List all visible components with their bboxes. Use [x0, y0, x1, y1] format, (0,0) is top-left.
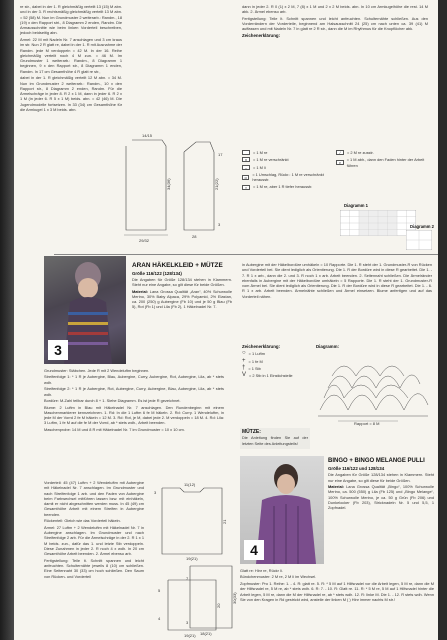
- paragraph: Rückenteil: Gleich wie das Vorderteil häkeln.: [44, 518, 121, 524]
- dim-label: 3: [186, 620, 189, 625]
- legend-text: = 2 M re zusstr.: [347, 150, 374, 155]
- section-divider: [54, 254, 438, 255]
- rapport-label: Rapport = 8 M: [354, 421, 380, 426]
- legend-heading: Zeichenerklärung:: [242, 344, 281, 349]
- paragraph: Fertigstellung: Teile lt. Schnitt spannen und leicht anfeuchten. Schulternähte jeweils 8 (10) cm schließen. Eine Seitennaht 30 (33) cm hoch schließen. Den Saum von Rücken- und Vorderteil: [44, 557, 144, 579]
- knit-legend: [242, 150, 332, 192]
- bingo-size: Größe 116/122 und 128/134: [328, 466, 385, 471]
- chain-stitch-icon: ○: [242, 350, 246, 357]
- dim-label: 19(21): [184, 633, 196, 638]
- paragraph: Streifenfolge 1: * 1 R je Aubergine, Blau, Aubergine, Curry, Aubergine, Rot, Aubergine, Lila, ab * stets wdh.: [44, 374, 224, 385]
- item-number-badge: 4: [244, 540, 264, 560]
- dim-label: 17: [218, 152, 223, 157]
- legend-text: = 2 Stb in 1 Einstichstelle: [249, 373, 293, 379]
- item-number-badge: 3: [48, 340, 68, 360]
- paragraph: Streifenfolge 2: * 1 R je Aubergine, Rot, Aubergine, Curry, Aubergine, Blau, Aubergine, Lila, ab * stets wdh.: [44, 386, 224, 397]
- magazine-page: [14, 0, 438, 640]
- diagram-label: Diagramm:: [316, 344, 339, 349]
- legend-text: = 1 M re: [253, 150, 268, 155]
- material-label: Material:: [328, 484, 344, 490]
- aran-right-text: [242, 262, 432, 300]
- paragraph: Fertigstellung: Teile lt. Schnitt spannen und leicht anfeuchten. Schulternähte schließen. Aus den Vorderrändern der Vorderteile, beginnend am Halsausschnitt 24 (25) cm nach unten ca. 39 (41) M auffassen und mit Nadeln Nr. 7 in glatt re 2 R str., dann die M im Rhythmus für die Knopflöcher abk.: [242, 15, 428, 32]
- aran-size: Größe 116/122 (128/134): [132, 270, 182, 276]
- dim-label: 34(36): [166, 178, 171, 190]
- legend-text: = 1 Luftm: [248, 351, 265, 357]
- paragraph: dann in jeder 2. R 0 (1) x 2 M, 7 (8) x 1 M und 2 x 2 M beids. abn. In 10 cm Armkugelhöhe die rest. 14 M abk. 2. Ärmel ebenso arb.: [242, 4, 428, 15]
- legend-text: = 1 M re verschränkt: [253, 157, 289, 163]
- muetze-text: Die Anleitung finden Sie auf der letzten Seite des Anleitungsteils!: [242, 435, 308, 446]
- aran-intro: [132, 262, 232, 311]
- pullover-schematic: [184, 560, 238, 638]
- paragraph: in Aubergine mit der Häkelbordüre umhäkeln = 10 Rapporte. Die 1. R steht der 1. Grundmuster-R von Rücken und Vorderteil bei. Sie dient lediglich als Orientierung. Die 1. R der Bordüre wird in diese R gearbeitet. Die 1. - 7. R 1 x arb., dann die 2. und 3. R noch 1 x arb. Arbeit beenden. 2. Seitennaht schließen. Die Ärmelränder ebenfalls in Aubergine mit der Häkelbordüre umhäkeln = 5 Rapporte. Die 1. R steht der 1. Grundmuster-R vom Ärmel bei. Sie dient lediglich als Orientierung. Die 1. R der Bordüre wird in diese R gearbeitet. Die 1. - 6. R 1 x arb. Arbeit beenden. Ärmelnähte schließen und Ärmel einsetzen. Blume anfertigen und auf das Vorderteil nähen.: [242, 262, 432, 299]
- single-crochet-icon: +: [242, 357, 246, 364]
- paragraph: Maschenprobe: 14 M und 8 R mit Häkelnadel Nr. 7 im Grundmuster = 10 x 10 cm.: [44, 426, 185, 432]
- bingo-instructions: [240, 568, 434, 603]
- aran-intro-text: Die Angaben für Größe 128/134 stehen in Klammern. Steht nur eine Angabe, so gilt diese für beide Größen.: [132, 276, 232, 288]
- paragraph: Grundmuster: Stäbchen. Jede R mit 2 Wendeluftm beginnen.: [44, 368, 150, 373]
- paragraph: Vorderteil: 45 (47) Luftm + 2 Wendeluftm mit Aubergine mit Häkelnadel Nr. 7 anschlagen. Im Grundmuster und nach Streifenfolge 1 arb. und den Faden von Aubergine beim Farbwechsel mitführen lassen bzw. mit einhäkeln, damit er nicht abgeschnitten werden muss. In 45 (49) cm Gesamthöhe Arbeit mit einem Streifen in Aubergine beenden.: [44, 480, 144, 517]
- paragraph: Bordüre: M-Zahl teilbar durch 8 + 1. Siehe Diagramm. Es ist jede R gezeichnet.: [44, 398, 181, 404]
- material-text: Lana Grossa Qualität „Aran“, 40% Schurwolle Merino, 30% Baby Alpaca, 29% Polyamid, 2% Elastan, ca. 200 (250) g Aubergine (Fb 10) und je 50 g Blau (Fb 5), Rot (Fb 1) und Lila (Fb 2), 1 Häkelnadel Nr. 7.: [132, 288, 232, 310]
- dim-label: 4: [158, 616, 161, 621]
- dim-label: 28: [192, 234, 197, 239]
- dim-label: 7: [186, 576, 189, 581]
- material-label: Material:: [132, 288, 148, 294]
- muetze-title: MÜTZE:: [242, 429, 261, 435]
- bingo-pullover-photo: [240, 456, 324, 564]
- paragraph: dabei in der 1. R gleichmäßig verteilt 12 M abn. = 34 M. Nun im Grundmuster 2 weiterarb.: Randm., 10 x den Rapport str., 8 Diagramm 2 enden, Randm. Für die Ärmelschräge in jeder 8. R 2 x 1 M, dann in jeder 6. R 2 x 1 M (in jeder 6. R 5 x 1 M) beids. abn. = 42 (46) M. Die Jugendmodelle fortsetzen. In 33 (34) cm Gesamthöhe für die Armkugel 1 x 3 M beids. abn.: [20, 75, 122, 113]
- legend-text: = 1 Stb: [248, 365, 261, 371]
- double-crochet-icon: †: [242, 364, 246, 371]
- legend-text: = 1 M li: [253, 164, 266, 170]
- paragraph: Zopfmuster: Pro 1. Reihe: 1. - 4. R: glatt re. 5. R: * 5 M auf 1 Hilfsnadel vor die Arbeit legen, 5 M re, dann die M der Hilfsnadel re, 5 M re, ab * stets wdh. 6. R: 7. - 10. R: Glatt re. 11. R: * 5 M re, 5 M auf 1 Hilfsnadel hinter die Arbeit legen, 5 M re, dann die M der Hilfsnadel re, ab * stets wdh. 12. R: linke M. Die 1. - 12. R stets wdh. Wenn Sie von den Kragen in Rd gestrickt wird, anstelle der linken M ( ) Hinr immer nachts M str.!: [240, 580, 434, 602]
- knit-legend-2: [336, 150, 432, 170]
- dim-label: 29/32: [139, 238, 150, 243]
- yarn-over-icon: o: [242, 175, 249, 180]
- purl-symbol-icon: –: [242, 165, 250, 170]
- two-dc-icon: V: [242, 372, 247, 379]
- knit-below-icon: ∩: [242, 185, 250, 190]
- crochet-legend: [242, 344, 312, 380]
- diagram1-label: Diagramm 1: [344, 203, 368, 208]
- material-text: Lana Grossa Qualität „Bingo“, 100% Schurwolle Merino, ca. 500 (550) g Lila (Fb 125) und „Bingo Melange“, 100% Schurwolle Merino, je ca. 50 g Grün (Fb 206) und Dunkelocker (Fb 203), Stricknadeln Nr. 5 und 5,5, 1 Zopfnadel.: [328, 484, 434, 511]
- legend-text: = 1 Umschlag, Rückr.: 1 M re verschränkt herausstr.: [252, 171, 324, 183]
- paragraph: re str., dabei in der 1. R gleichmäßig verteilt 13 (15) M abn. und in der 3. R rechtsmäßig gleichmäßig verteilt 13 M abn. = 52 (58) M. Nun im Grundmuster 2 weiterarb.: Randm., 18 (19) x den Rapport stri., 8 Diagramm 2 enden, Randm. Die Armausschnitte wie beim linken Vorderteil beschreiben, jedoch beidseitig abn.: [20, 4, 122, 36]
- page-gutter: [0, 0, 14, 640]
- dim-label: 3: [218, 222, 221, 227]
- top-left-text: [20, 4, 122, 114]
- bingo-intro-text: Die Angaben für Größe 128/134 stehen in Klammern. Steht nur eine Angabe, so gilt diese für beide Größen.: [328, 472, 434, 483]
- legend-text: = 1 M abh., dann den Faden hinter der Arbeit führen: [346, 157, 425, 168]
- dim-label: 21(22): [214, 178, 219, 190]
- dim-label: 5: [158, 588, 161, 593]
- sleeve-schematic: [114, 130, 234, 250]
- dim-label: 30(33): [232, 592, 237, 604]
- dim-label: 20: [216, 603, 221, 608]
- dim-label: 19(21): [186, 556, 198, 561]
- twisted-knit-icon: x: [242, 157, 250, 162]
- legend-heading: Zeichenerklärung:: [242, 32, 281, 38]
- slip-stitch-icon: v: [336, 160, 344, 165]
- crochet-border-diagram: [314, 350, 432, 426]
- bingo-intro: [328, 458, 434, 512]
- k2tog-icon: /: [336, 150, 344, 155]
- aran-instructions-2: [44, 480, 144, 580]
- paragraph: Blume: 2 Luftm in Blau mit Häkelnadel Nr. 7 anschlagen. Den Rundenbeginn mit einem Maschenmarkierer kennzeichnen. 1. Rd: In die 1 Luftm 6 fe M häkeln. 2. Rd: Curry. 1 Wendeluftm, in jede M der Vorrd 2 fe M häkeln = 12 M. 3. Rd: Rot, je M, dabei jede 2. M verdoppeln = 18 M. 4. Rd: Lila: 3 Luftm, 1 fe M auf die fe M der Vorrd, ab * stets wdh., Arbeit beenden.: [44, 404, 224, 426]
- dim-label: 18(21): [200, 631, 212, 636]
- legend-text: = 1 M re, aber 1 R tiefer herausstr.: [253, 184, 313, 190]
- aran-dress-photo: [44, 256, 126, 364]
- diagram-1: [340, 210, 416, 236]
- paragraph: Glatt re: Hinr re, Rückr li.: [240, 568, 283, 573]
- knit-symbol-icon: [242, 150, 250, 155]
- legend-text: = 1 fe M: [248, 358, 263, 364]
- paragraph: Ärmel: 27 Luftm + 2 Wendeluftm mit Häkelnadel Nr. 7 in Aubergine anschlagen. Im Grundmuster und nach Streifenfolge 2 arb. Für die Ärmelschräge in der 2. R 1 x 1 M beids. zun., dafür das 1. und letzte Stb verdoppeln. Diese Zunahmen in jeder 2. R noch 4 x wdh. In 20 cm Gesamthöhe Arbeit beenden. 2. Ärmel ebenso arb.: [44, 524, 144, 557]
- paragraph: Ärmel: 22 M mit Nadeln Nr. 7 anschlagen und 3 cm kraus im str. Nun 2 R glatt re, dabei in der 1. R mit Ausnahme der Randm. jede M verdoppeln = 42 M. In der 16. Reihe gleichmäßig verteilt noch 4 M zun. = 46 M. Im Grundmuster 1 weiterarb.: Randm., 8 Diagramm 1 beginnen, 9 x den Rapport str., 8 Diagramm 1 enden, Randm. In 17 cm Gesamthöhe 4 R glatt re str.,: [20, 36, 122, 74]
- dim-label: 11(12): [184, 482, 196, 487]
- paragraph: Bündchenmuster: 2 M re, 2 M li im Wechsel.: [240, 574, 317, 580]
- bingo-title: BINGO + BINGO MELANGE PULLI: [328, 458, 425, 464]
- dim-label: 3: [154, 490, 157, 495]
- dim-label: 21: [222, 519, 227, 524]
- aran-title: ARAN HÄKELKLEID + MÜTZE: [132, 262, 223, 269]
- aran-instructions: [44, 368, 224, 433]
- dim-label: 14/15: [142, 133, 153, 138]
- diagram-2: [406, 230, 432, 250]
- top-right-text: [242, 4, 428, 39]
- muetze-note: [240, 428, 310, 449]
- diagram2-label: Diagramm 2: [410, 224, 434, 229]
